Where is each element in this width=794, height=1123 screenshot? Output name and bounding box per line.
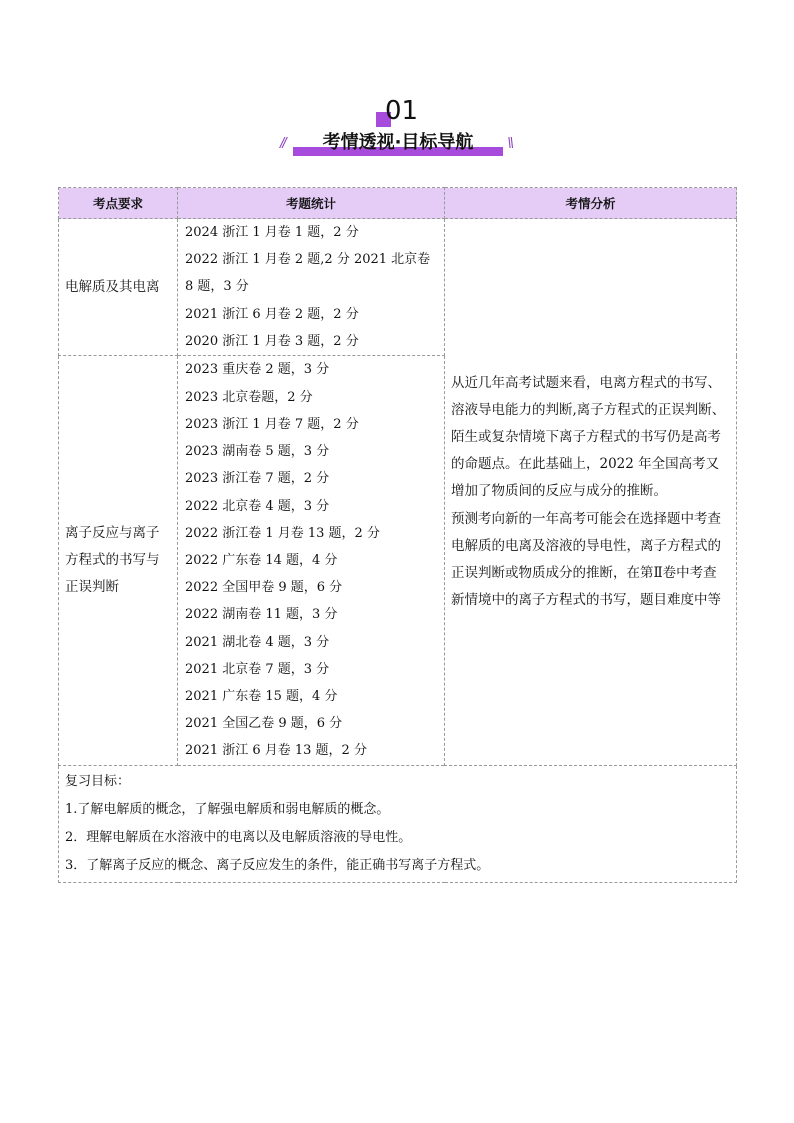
topic-cell: 离子反应与离子方程式的书写与正误判断: [59, 356, 178, 766]
stat-item: 2023 重庆卷 2 题，3 分: [185, 362, 330, 378]
stat-item: 2022 北京卷 4 题，3 分: [185, 498, 330, 514]
analysis-paragraph: 从近几年高考试题来看，电离方程式的书写、溶液导电能力的判断,离子方程式的正误判断、陌生或复杂情境下离子方程式的书写仍是高考的命题点。在此基础上，2022 年全国高考又增加了物质间的反应与成分的推断。: [451, 374, 726, 500]
goals-row: [59, 766, 737, 883]
goal-item: 2．理解电解质在水溶液中的电离以及电解质溶液的导电性。: [65, 830, 412, 846]
table-row: [59, 219, 737, 356]
stats-cell: [178, 219, 445, 356]
goals-title: 复习目标：: [65, 774, 131, 790]
stat-item: 2022 浙江 1 月卷 2 题,2 分 2021 北京卷 8 题，3 分: [185, 252, 431, 295]
stat-item: 2021 浙江 6 月卷 13 题，2 分: [185, 743, 367, 759]
stat-item: 2021 北京卷 7 题，3 分: [185, 661, 330, 677]
column-header-statistics: 考题统计: [178, 188, 445, 219]
analysis-paragraph: 预测考向新的一年高考可能会在选择题中考查电解质的电离及溶液的导电性，离子方程式的正误判断或物质成分的推断，在第Ⅱ卷中考查新情境中的离子方程式的书写，题目难度中等: [451, 510, 721, 609]
column-header-analysis: 考情分析: [445, 188, 737, 219]
topic-cell: 电解质及其电离: [59, 219, 178, 356]
section-title-banner: [278, 130, 518, 158]
stat-item: 2024 浙江 1 月卷 1 题，2 分: [185, 225, 359, 240]
slash-decoration-left: //: [280, 136, 285, 151]
table-header-row: [59, 188, 737, 219]
section-header: [0, 92, 794, 162]
stat-item: 2020 浙江 1 月卷 3 题，2 分: [185, 333, 359, 349]
stat-item: 2022 湖南卷 11 题，3 分: [185, 607, 338, 623]
column-header-requirement: 考点要求: [59, 188, 178, 219]
stat-item: 2021 湖北卷 4 题，3 分: [185, 634, 330, 650]
stat-item: 2023 浙江 1 月卷 7 题，2 分: [185, 416, 359, 432]
goal-item: 1.了解电解质的概念，了解强电解质和弱电解质的概念。: [65, 802, 390, 818]
exam-analysis-table: [58, 187, 737, 883]
section-title: 考情透视·目标导航: [322, 132, 474, 153]
stats-cell: [178, 356, 445, 766]
stat-item: 2023 湖南卷 5 题，3 分: [185, 444, 330, 460]
review-goals-cell: [59, 766, 737, 883]
section-number-text: 01: [385, 96, 419, 126]
stat-item: 2022 全国甲卷 9 题，6 分: [185, 580, 343, 596]
stat-item: 2021 全国乙卷 9 题，6 分: [185, 716, 343, 732]
stat-item: 2021 广东卷 15 题，4 分: [185, 688, 338, 704]
slash-decoration-right: \\: [507, 136, 512, 151]
stat-item: 2021 浙江 6 月卷 2 题，2 分: [185, 306, 359, 322]
section-number: [376, 96, 419, 130]
stat-item: 2023 北京卷题，2 分: [185, 389, 313, 405]
goal-item: 3．了解离子反应的概念、离子反应发生的条件，能正确书写离子方程式。: [65, 858, 490, 874]
analysis-cell: [445, 219, 737, 766]
stat-item: 2022 浙江卷 1 月卷 13 题，2 分: [185, 525, 380, 541]
stat-item: 2022 广东卷 14 题，4 分: [185, 552, 338, 568]
stat-item: 2023 浙江卷 7 题，2 分: [185, 471, 330, 487]
